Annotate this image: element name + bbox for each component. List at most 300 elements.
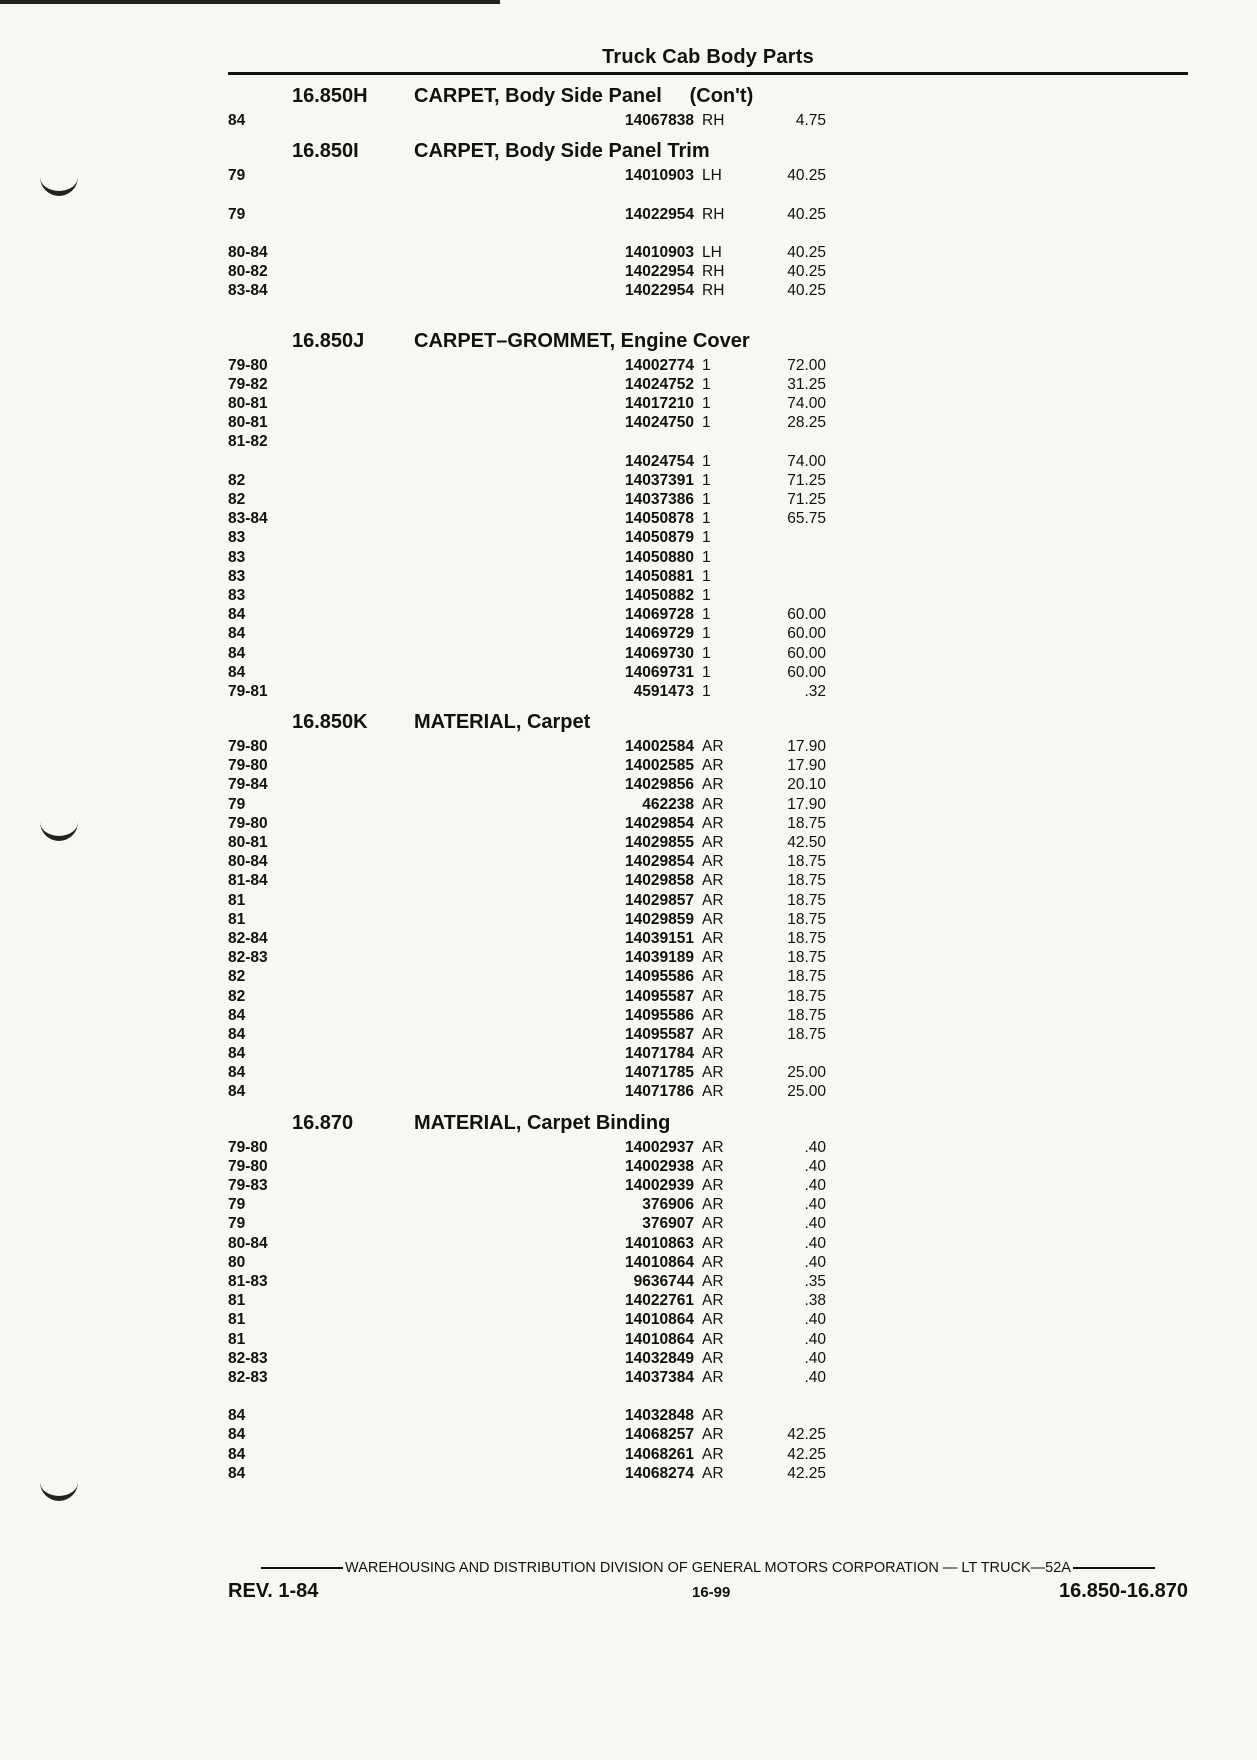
section-title: CARPET–GROMMET, Engine Cover <box>414 329 750 352</box>
model-year: 84 <box>228 625 246 643</box>
price: 18.75 <box>787 1006 826 1024</box>
quantity: AR <box>702 1368 724 1386</box>
part-number: 14022954 <box>625 263 694 281</box>
section-code: 16.850K <box>292 711 368 734</box>
part-row <box>228 1006 1188 1025</box>
quantity: AR <box>702 1464 724 1482</box>
model-year: 81 <box>228 891 246 909</box>
part-row <box>228 624 1188 643</box>
part-number: 376907 <box>642 1215 694 1233</box>
part-number: 14002584 <box>625 738 694 756</box>
price: 18.75 <box>787 987 826 1005</box>
section-code: 16.850J <box>292 329 365 352</box>
part-number: 14050879 <box>625 529 694 547</box>
price: 40.25 <box>787 263 826 281</box>
section-range: 16.850-16.870 <box>1058 1580 1188 1602</box>
quantity: AR <box>702 757 724 775</box>
binder-hole-mark <box>40 810 78 841</box>
price: .40 <box>804 1311 826 1329</box>
model-year: 79-84 <box>228 776 268 794</box>
quantity: 1 <box>702 414 711 432</box>
section-code: 16.850H <box>292 85 368 107</box>
quantity: 1 <box>702 395 711 413</box>
section-code: 16.850I <box>292 140 359 163</box>
part-number: 14010903 <box>625 167 694 185</box>
part-row <box>228 528 1188 547</box>
part-row <box>228 413 1188 432</box>
quantity: AR <box>702 1407 724 1425</box>
footer-line <box>228 1560 1188 1576</box>
price: .38 <box>804 1292 826 1310</box>
section-heading <box>228 709 1188 735</box>
price: .40 <box>804 1157 826 1175</box>
part-row <box>228 737 1188 756</box>
part-row <box>228 1291 1188 1310</box>
quantity: AR <box>702 1006 724 1024</box>
price: 40.25 <box>787 167 826 185</box>
part-row <box>228 432 1188 451</box>
model-year: 84 <box>228 1025 246 1043</box>
quantity: AR <box>702 1157 724 1175</box>
quantity: AR <box>702 738 724 756</box>
part-number: 14068274 <box>625 1464 694 1482</box>
model-year: 81 <box>228 1330 246 1348</box>
part-number: 14095586 <box>625 1006 694 1024</box>
quantity: AR <box>702 872 724 890</box>
model-year: 79-80 <box>228 356 268 374</box>
model-year: 82-84 <box>228 929 268 947</box>
part-number: 14029856 <box>625 776 694 794</box>
quantity: 1 <box>702 452 711 470</box>
part-row <box>228 910 1188 929</box>
part-row <box>228 1330 1188 1349</box>
price: 17.90 <box>787 757 826 775</box>
price: 40.25 <box>787 282 826 300</box>
price: 40.25 <box>787 243 826 261</box>
part-row <box>228 682 1188 701</box>
part-number: 14024754 <box>625 452 694 470</box>
description-continuation <box>228 301 1188 320</box>
part-row <box>228 1368 1188 1387</box>
price: .40 <box>804 1253 826 1271</box>
quantity: AR <box>702 929 724 947</box>
part-row <box>228 1044 1188 1063</box>
part-row <box>228 948 1188 967</box>
price: 18.75 <box>787 910 826 928</box>
part-row <box>228 1234 1188 1253</box>
section-title: CARPET, Body Side Panel (Con't) <box>414 85 754 107</box>
part-row <box>228 1464 1188 1483</box>
part-row <box>228 548 1188 567</box>
quantity: AR <box>702 1025 724 1043</box>
model-year: 79 <box>228 167 246 185</box>
quantity: AR <box>702 1349 724 1367</box>
quantity: RH <box>702 282 725 300</box>
section-heading <box>228 1110 1188 1136</box>
model-year: 79-81 <box>228 682 268 700</box>
part-row <box>228 833 1188 852</box>
part-number: 14068257 <box>625 1426 694 1444</box>
quantity: LH <box>702 167 722 185</box>
price: 18.75 <box>787 1025 826 1043</box>
quantity: AR <box>702 949 724 967</box>
part-row <box>228 356 1188 375</box>
quantity: AR <box>702 1253 724 1271</box>
quantity: AR <box>702 1138 724 1156</box>
part-number: 14010903 <box>625 243 694 261</box>
part-number: 14010864 <box>625 1253 694 1271</box>
model-year: 83 <box>228 548 246 566</box>
model-year: 79-80 <box>228 757 268 775</box>
part-row <box>228 871 1188 890</box>
section-title: CARPET, Body Side Panel Trim <box>414 140 710 163</box>
part-number: 14029857 <box>625 891 694 909</box>
part-row <box>228 1349 1188 1368</box>
model-year: 82 <box>228 968 246 986</box>
part-number: 14010864 <box>625 1311 694 1329</box>
part-row <box>228 756 1188 775</box>
part-number: 14010864 <box>625 1330 694 1348</box>
part-row <box>228 1214 1188 1233</box>
part-number: 14029855 <box>625 834 694 851</box>
quantity: 1 <box>702 471 711 489</box>
footer-rule-right <box>1073 1567 1155 1569</box>
price: 42.25 <box>787 1426 826 1444</box>
part-number: 14029854 <box>625 814 694 832</box>
model-year: 80-84 <box>228 853 268 871</box>
price: 18.75 <box>787 929 826 947</box>
part-row <box>228 987 1188 1006</box>
part-row <box>228 1253 1188 1272</box>
part-row <box>228 166 1188 185</box>
model-year: 80-81 <box>228 834 268 851</box>
section-code: 16.870 <box>292 1111 354 1134</box>
price: 74.00 <box>787 395 826 413</box>
part-row <box>228 1425 1188 1444</box>
price: 60.00 <box>787 625 826 643</box>
part-number: 14037384 <box>625 1368 694 1386</box>
binder-hole-mark <box>40 1470 78 1501</box>
price: 60.00 <box>787 663 826 681</box>
model-year: 82 <box>228 471 246 489</box>
price: 25.00 <box>787 1064 826 1082</box>
model-year: 84 <box>228 1006 246 1024</box>
price: .40 <box>804 1215 826 1233</box>
part-row <box>228 490 1188 509</box>
price: 17.90 <box>787 795 826 813</box>
part-number: 14029858 <box>625 872 694 890</box>
part-row <box>228 663 1188 682</box>
price: 4.75 <box>795 112 826 129</box>
part-row <box>228 567 1188 586</box>
quantity: AR <box>702 776 724 794</box>
quantity: 1 <box>702 356 711 374</box>
price: 25.00 <box>787 1083 826 1101</box>
part-row <box>228 929 1188 948</box>
model-year: 79 <box>228 1215 246 1233</box>
model-year: 81 <box>228 1311 246 1329</box>
part-row <box>228 775 1188 794</box>
part-number: 14071784 <box>625 1045 694 1063</box>
model-year: 80-81 <box>228 395 268 413</box>
section-heading <box>228 83 1188 109</box>
part-row <box>228 509 1188 528</box>
part-number: 14010863 <box>625 1234 694 1252</box>
model-year: 79 <box>228 205 246 223</box>
description-continuation <box>228 185 1188 204</box>
part-number: 14067838 <box>625 112 694 129</box>
part-row <box>228 605 1188 624</box>
quantity: AR <box>702 1234 724 1252</box>
price: 72.00 <box>787 356 826 374</box>
model-year: 80-81 <box>228 414 268 432</box>
part-number: 14032849 <box>625 1349 694 1367</box>
price: .40 <box>804 1349 826 1367</box>
binder-hole-mark <box>40 165 78 196</box>
quantity: 1 <box>702 663 711 681</box>
model-year: 80-84 <box>228 243 268 261</box>
part-number: 14022954 <box>625 205 694 223</box>
model-year: 82 <box>228 491 246 508</box>
part-number: 14069731 <box>625 663 694 681</box>
description-continuation <box>228 1483 1188 1502</box>
part-number: 14050880 <box>625 548 694 566</box>
part-number: 14022954 <box>625 282 694 300</box>
quantity: AR <box>702 1215 724 1233</box>
part-number: 14017210 <box>625 395 694 413</box>
price: 17.90 <box>787 738 826 756</box>
price: .40 <box>804 1234 826 1252</box>
part-row <box>228 814 1188 833</box>
model-year: 81-82 <box>228 433 268 451</box>
price: .40 <box>804 1330 826 1348</box>
quantity: AR <box>702 987 724 1005</box>
part-number: 4591473 <box>633 682 694 700</box>
section-title: MATERIAL, Carpet Binding <box>414 1111 671 1134</box>
part-number: 14095587 <box>625 987 694 1005</box>
quantity: AR <box>702 834 724 851</box>
model-year: 79-80 <box>228 814 268 832</box>
part-row <box>228 1025 1188 1044</box>
price: 42.50 <box>787 834 826 851</box>
quantity: 1 <box>702 586 711 604</box>
part-number: 14069730 <box>625 644 694 662</box>
part-number: 14029854 <box>625 853 694 871</box>
model-year: 84 <box>228 1445 246 1463</box>
quantity: AR <box>702 795 724 813</box>
part-row <box>228 471 1188 490</box>
model-year: 83-84 <box>228 282 268 300</box>
price: 18.75 <box>787 949 826 967</box>
part-row <box>228 1310 1188 1329</box>
price: 65.75 <box>787 510 826 528</box>
scan-top-line <box>0 0 500 4</box>
quantity: AR <box>702 1177 724 1194</box>
quantity: AR <box>702 853 724 871</box>
model-year: 84 <box>228 1064 246 1082</box>
price: 18.75 <box>787 968 826 986</box>
model-year: 79 <box>228 795 246 813</box>
model-year: 84 <box>228 1407 246 1425</box>
title-rule <box>228 72 1188 75</box>
part-row <box>228 205 1188 224</box>
model-year: 82-83 <box>228 1368 268 1386</box>
quantity: AR <box>702 1426 724 1444</box>
quantity: 1 <box>702 510 711 528</box>
price: 40.25 <box>787 205 826 223</box>
footer-text: WAREHOUSING AND DISTRIBUTION DIVISION OF GENERAL MOTORS CORPORATION — LT TRUCK—52A <box>345 1560 1071 1576</box>
part-number: 14002939 <box>625 1177 694 1194</box>
part-number: 14050881 <box>625 567 694 585</box>
model-year: 84 <box>228 112 246 129</box>
part-number: 14002937 <box>625 1138 694 1156</box>
price: .40 <box>804 1196 826 1214</box>
price: 28.25 <box>787 414 826 432</box>
model-year: 81-84 <box>228 872 268 890</box>
model-year: 84 <box>228 606 246 624</box>
part-row <box>228 394 1188 413</box>
part-row <box>228 1138 1188 1157</box>
part-number: 462238 <box>642 795 694 813</box>
part-number: 14039151 <box>625 929 694 947</box>
part-row <box>228 891 1188 910</box>
part-number: 14069728 <box>625 606 694 624</box>
price: 18.75 <box>787 891 826 909</box>
part-number: 14032848 <box>625 1407 694 1425</box>
part-number: 14068261 <box>625 1445 694 1463</box>
part-number: 14095586 <box>625 968 694 986</box>
quantity: 1 <box>702 548 711 566</box>
part-number: 14022761 <box>625 1292 694 1310</box>
price: .40 <box>804 1138 826 1156</box>
model-year: 83 <box>228 529 246 547</box>
model-year: 84 <box>228 663 246 681</box>
price: 60.00 <box>787 644 826 662</box>
part-number: 14069729 <box>625 625 694 643</box>
part-row <box>228 281 1188 300</box>
part-number: 14095587 <box>625 1025 694 1043</box>
section-title: MATERIAL, Carpet <box>414 711 591 734</box>
price: 20.10 <box>787 776 826 794</box>
quantity: 1 <box>702 491 711 508</box>
part-number: 14037386 <box>625 491 694 508</box>
price: 71.25 <box>787 471 826 489</box>
part-row <box>228 262 1188 281</box>
section-heading <box>228 138 1188 164</box>
model-year: 80-84 <box>228 1234 268 1252</box>
model-year: 79 <box>228 1196 246 1214</box>
part-row <box>228 1176 1188 1195</box>
quantity: AR <box>702 1445 724 1463</box>
quantity: AR <box>702 910 724 928</box>
part-row <box>228 1157 1188 1176</box>
model-year: 82-83 <box>228 949 268 967</box>
part-row <box>228 1082 1188 1101</box>
part-row <box>228 852 1188 871</box>
part-row <box>228 111 1188 130</box>
model-year: 81 <box>228 910 246 928</box>
model-year: 84 <box>228 644 246 662</box>
quantity: AR <box>702 1196 724 1214</box>
model-year: 81 <box>228 1292 246 1310</box>
quantity: 1 <box>702 375 711 393</box>
part-row <box>228 967 1188 986</box>
page-title: Truck Cab Body Parts <box>602 46 814 68</box>
part-number: 14037391 <box>625 471 694 489</box>
model-year: 80-82 <box>228 263 268 281</box>
part-number: 376906 <box>642 1196 694 1214</box>
description-continuation <box>228 224 1188 243</box>
part-number: 14071785 <box>625 1064 694 1082</box>
quantity: 1 <box>702 682 711 700</box>
parts-catalog-page <box>228 44 1188 1502</box>
price: 42.25 <box>787 1464 826 1482</box>
quantity: AR <box>702 1083 724 1101</box>
quantity: 1 <box>702 625 711 643</box>
quantity: 1 <box>702 606 711 624</box>
quantity: AR <box>702 1292 724 1310</box>
revision-label: REV. 1-84 <box>228 1580 319 1602</box>
part-number: 14002585 <box>625 757 694 775</box>
quantity: RH <box>702 205 725 223</box>
description-continuation <box>228 1387 1188 1406</box>
footer-rule-left <box>261 1567 343 1569</box>
section-heading <box>228 328 1188 354</box>
part-row <box>228 1272 1188 1291</box>
price: 42.25 <box>787 1445 826 1463</box>
footer-bottom <box>228 1580 1188 1606</box>
model-year: 79-83 <box>228 1177 268 1194</box>
part-row-continued <box>228 452 1188 471</box>
part-number: 14029859 <box>625 910 694 928</box>
part-number: 14050882 <box>625 586 694 604</box>
price: 18.75 <box>787 814 826 832</box>
part-number: 9636744 <box>633 1272 694 1290</box>
quantity: AR <box>702 1045 724 1063</box>
quantity: AR <box>702 1311 724 1329</box>
part-row <box>228 644 1188 663</box>
model-year: 83-84 <box>228 510 268 528</box>
part-number: 14002938 <box>625 1157 694 1175</box>
model-year: 79-80 <box>228 1157 268 1175</box>
quantity: AR <box>702 1064 724 1082</box>
part-row <box>228 1445 1188 1464</box>
price: .40 <box>804 1368 826 1386</box>
model-year: 82 <box>228 987 246 1005</box>
price: .35 <box>804 1272 826 1290</box>
quantity: AR <box>702 891 724 909</box>
model-year: 80 <box>228 1253 246 1271</box>
part-number: 14024750 <box>625 414 694 432</box>
part-row <box>228 1406 1188 1425</box>
price: 74.00 <box>787 452 826 470</box>
quantity: AR <box>702 968 724 986</box>
price: 18.75 <box>787 872 826 890</box>
quantity: 1 <box>702 644 711 662</box>
part-row <box>228 795 1188 814</box>
part-number: 14024752 <box>625 375 694 393</box>
model-year: 81-83 <box>228 1272 268 1290</box>
page-number: 16-99 <box>692 1584 731 1601</box>
model-year: 79-80 <box>228 738 268 756</box>
part-row <box>228 375 1188 394</box>
part-row <box>228 586 1188 605</box>
model-year: 83 <box>228 567 246 585</box>
price: 60.00 <box>787 606 826 624</box>
part-row <box>228 243 1188 262</box>
quantity: 1 <box>702 529 711 547</box>
part-row <box>228 1195 1188 1214</box>
